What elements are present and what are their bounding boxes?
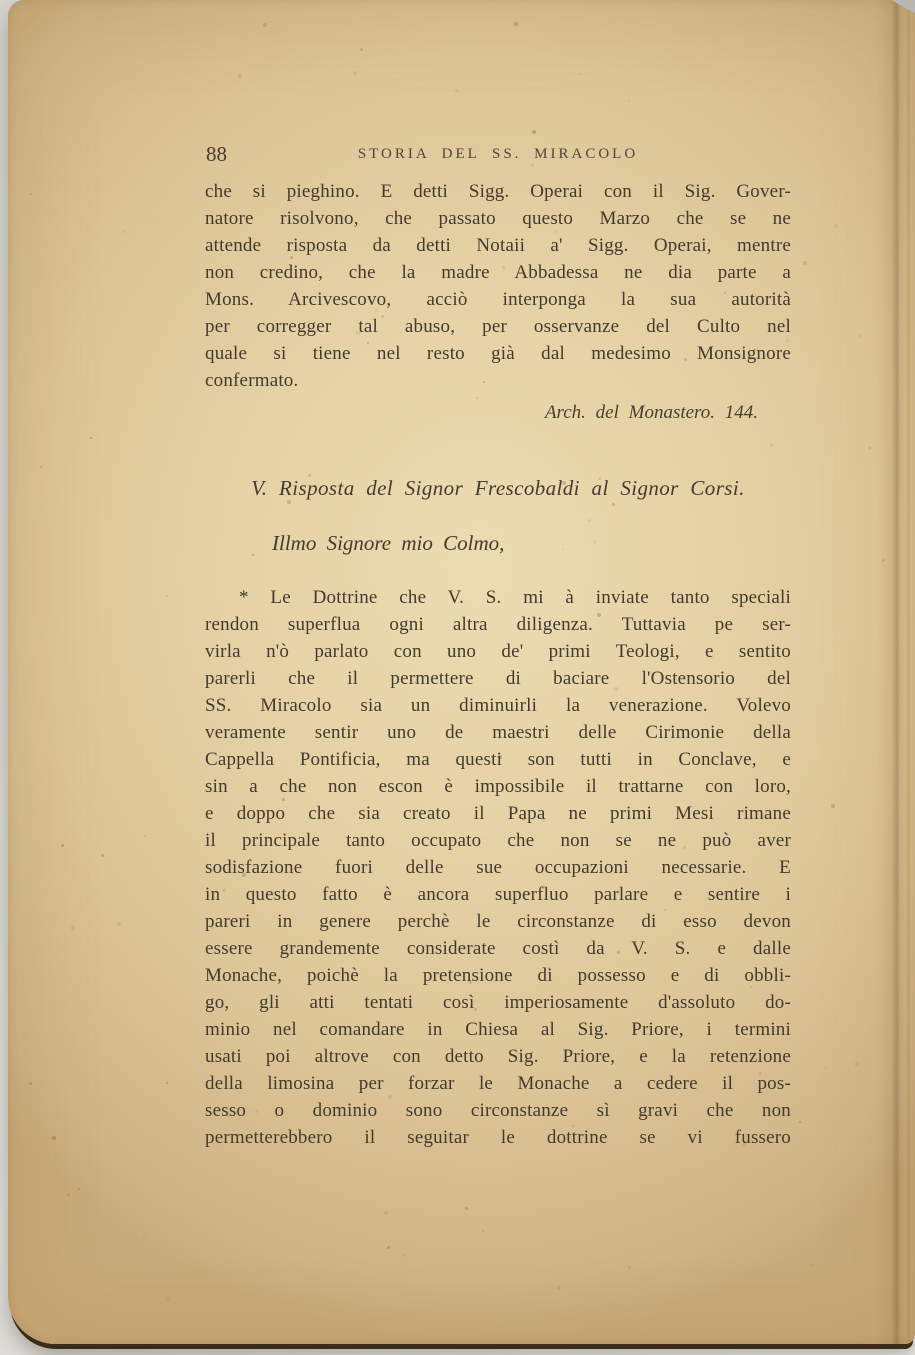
text-line: pareri in genere perchè le circonstanze di esso devon <box>205 911 791 932</box>
text-line: parerli che il permettere di baciare l'Ostensorio del <box>205 668 791 689</box>
letter-salutation: Illmo Signore mio Colmo, <box>272 531 505 555</box>
text-line: confermato. <box>205 370 299 391</box>
text-line: il principale tanto occupato che non se ne può aver <box>205 830 791 851</box>
text-line: attende risposta da detti Notaii a' Sigg. Operai, mentre <box>205 235 791 256</box>
text-line: che si pieghino. E detti Sigg. Operai con il Sig. Gover- <box>205 181 791 202</box>
text-line: rendon superflua ogni altra diligenza. Tuttavia pe ser- <box>205 614 791 635</box>
text-line: per corregger tal abuso, per osservanze del Culto nel <box>205 316 791 337</box>
text-line: in questo fatto è ancora superfluo parlare e sentire i <box>205 884 791 905</box>
text-line: Cappella Pontificia, ma questi son tutti in Conclave, e <box>205 749 791 770</box>
section-heading: V. Risposta del Signor Frescobaldi al Signor Corsi. <box>251 476 745 500</box>
text-line: Monache, poichè la pretensione di possesso e di obbli- <box>205 965 791 986</box>
running-title: STORIA DEL SS. MIRACOLO <box>357 146 639 162</box>
text-line: della limosina per forzar le Monache a cedere il pos- <box>205 1073 791 1094</box>
text-line: minio nel comandare in Chiesa al Sig. Priore, i termini <box>205 1019 791 1040</box>
text-line: permetterebbero il seguitar le dottrine se vi fussero <box>205 1127 791 1148</box>
text-line: quale si tiene nel resto già dal medesimo Monsignore <box>205 343 791 364</box>
text-line: essere grandemente considerate costì da V. S. e dalle <box>205 938 791 959</box>
text-line: natore risolvono, che passato questo Marzo che se ne <box>205 208 791 229</box>
text-line: sodisfazione fuori delle sue occupazioni necessarie. E <box>205 857 791 878</box>
text-line: SS. Miracolo sia un diminuirli la venerazione. Volevo <box>205 695 791 716</box>
letter-paragraph-2 <box>205 584 791 1151</box>
page-edge-crease <box>876 0 910 1344</box>
text-line: virla n'ò parlato con uno de' primi Teologi, e sentito <box>205 641 791 662</box>
text-line: * Le Dottrine che V. S. mi à inviate tanto speciali <box>239 587 791 608</box>
text-line: sin a che non escon è impossibile il trattarne con loro, <box>205 776 791 797</box>
archive-reference: Arch. del Monastero. 144. <box>544 402 758 423</box>
scanner-corner-notch <box>891 0 915 13</box>
letter-paragraph-1 <box>205 178 791 394</box>
text-line: Mons. Arcivescovo, acciò interponga la sua autorità <box>205 289 791 310</box>
text-line: usati poi altrove con detto Sig. Priore, e la retenzione <box>205 1046 791 1067</box>
text-line: e doppo che sia creato il Papa ne primi Mesi rimane <box>205 803 791 824</box>
page <box>8 0 915 1344</box>
text-line: non credino, che la madre Abbadessa ne dia parte a <box>205 262 791 283</box>
text-line: go, gli atti tentati così imperiosamente d'assoluto do- <box>205 992 791 1013</box>
text-line: sesso o dominio sono circonstanze sì gravi che non <box>205 1100 791 1121</box>
text-line: veramente sentir uno de maestri delle Cirimonie della <box>205 722 791 743</box>
page-number: 88 <box>206 142 227 166</box>
